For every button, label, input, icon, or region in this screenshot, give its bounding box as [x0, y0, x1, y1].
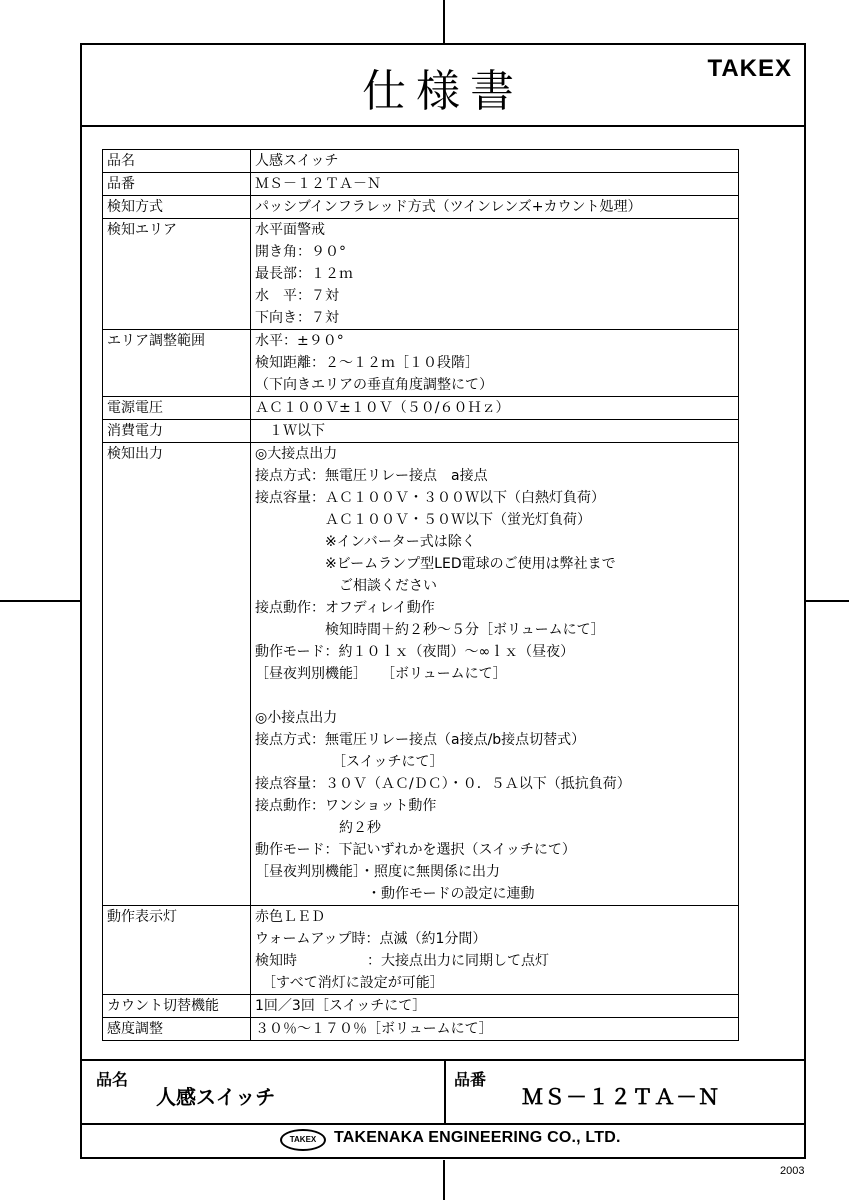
footer-name-label: 品名 — [96, 1070, 129, 1089]
spec-value-line: ※ビームランプ型LED電球のご使用は弊社まで — [255, 556, 616, 572]
spec-value-line: 接点容量：３０Ｖ（ＡＣ/ＤＣ）・０．５Ａ以下（抵抗負荷） — [255, 776, 631, 792]
spec-row — [103, 173, 739, 196]
spec-value-line: ご相談ください — [255, 578, 437, 594]
spec-value-line: 検知時 ：大接点出力に同期して点灯 — [255, 953, 549, 969]
spec-value-line: ［昼夜判別機能］・照度に無関係に出力 — [255, 864, 500, 880]
spec-value — [251, 397, 739, 420]
spec-value — [251, 906, 739, 995]
registration-mark-bottom — [443, 1160, 445, 1200]
spec-value-line: １Ｗ以下 — [255, 423, 325, 439]
spec-value-line: ＭＳ－１２ＴＡ－Ｎ — [255, 176, 381, 192]
spec-value-line: 検知距離：２～１２ｍ［１０段階］ — [255, 355, 479, 371]
spec-row — [103, 906, 739, 995]
spec-row — [103, 420, 739, 443]
spec-row — [103, 397, 739, 420]
registration-mark-right — [806, 600, 849, 602]
spec-value-line: 赤色ＬＥＤ — [255, 909, 325, 925]
spec-value-line: 水平面警戒 — [255, 222, 325, 238]
spec-row — [103, 219, 739, 330]
spec-value-line: ＡＣ１００Ｖ・５０Ｗ以下（蛍光灯負荷） — [255, 512, 591, 528]
spec-value-line: 接点方式：無電圧リレー接点（a接点/b接点切替式） — [255, 732, 586, 748]
document-title: 仕様書 — [362, 66, 524, 117]
spec-value-line: 接点容量：ＡＣ１００Ｖ・３００Ｗ以下（白熱灯負荷） — [255, 490, 605, 506]
footer-product-row — [82, 1059, 804, 1125]
spec-value-line: ・動作モードの設定に連動 — [255, 886, 535, 902]
spec-value-line: ウォームアップ時：点滅（約1分間） — [255, 931, 487, 947]
spec-value — [251, 995, 739, 1018]
title-row — [82, 45, 804, 127]
spec-value-line: 人感スイッチ — [255, 153, 339, 169]
document-code: 2003 — [780, 1165, 805, 1177]
spec-value — [251, 1018, 739, 1041]
spec-value — [251, 219, 739, 330]
spec-value-line: ［すべて消灯に設定が可能］ — [255, 975, 444, 991]
spec-value-line: 接点動作：ワンショット動作 — [255, 798, 437, 814]
spec-value — [251, 443, 739, 906]
spec-value-line: 水 平：７対 — [255, 288, 339, 304]
spec-value-line: ◎大接点出力 — [255, 446, 338, 462]
spec-row — [103, 1018, 739, 1041]
spec-value — [251, 420, 739, 443]
footer-number-value: ＭＳ－１２ＴＡ－Ｎ — [522, 1085, 720, 1109]
spec-value-line: 開き角：９０° — [255, 244, 346, 260]
spec-value-line: ３０％～１７０％［ボリュームにて］ — [255, 1021, 493, 1037]
spec-table — [102, 149, 739, 1041]
document-frame — [80, 43, 806, 1159]
spec-value-line: 検知時間＋約２秒～５分［ボリュームにて］ — [255, 622, 605, 638]
spec-label: 感度調整 — [103, 1018, 251, 1041]
spec-label: 検知エリア — [103, 219, 251, 330]
spec-label: 検知出力 — [103, 443, 251, 906]
spec-value — [251, 330, 739, 397]
footer-number-label: 品番 — [454, 1070, 487, 1089]
spec-value-line: 最長部：１２ｍ — [255, 266, 353, 282]
company-row — [82, 1123, 804, 1157]
spec-value-line — [255, 685, 738, 707]
spec-value — [251, 196, 739, 219]
spec-value — [251, 173, 739, 196]
spec-value-line: 約２秒 — [255, 820, 381, 836]
spec-row — [103, 443, 739, 906]
spec-row — [103, 330, 739, 397]
spec-label: 品番 — [103, 173, 251, 196]
spec-value-line: 接点動作：オフディレイ動作 — [255, 600, 435, 616]
spec-value-line: 動作モード：約１０ｌｘ（夜間）～∞ｌｘ（昼夜） — [255, 644, 575, 660]
footer-name-value: 人感スイッチ — [156, 1085, 276, 1109]
spec-label: 品名 — [103, 150, 251, 173]
spec-label: 検知方式 — [103, 196, 251, 219]
spec-value-line: ※インバーター式は除く — [255, 534, 476, 550]
spec-value — [251, 150, 739, 173]
spec-value-line: パッシブインフラレッド方式（ツインレンズ+カウント処理） — [255, 199, 642, 215]
brand-logo: TAKEX — [707, 55, 792, 82]
spec-row — [103, 150, 739, 173]
spec-value-line: 水平：±９０° — [255, 333, 344, 349]
company-logo: TAKEX — [280, 1129, 326, 1151]
spec-label: 消費電力 — [103, 420, 251, 443]
spec-label: 動作表示灯 — [103, 906, 251, 995]
spec-value-line: （下向きエリアの垂直角度調整にて） — [255, 377, 493, 393]
spec-value-line: ［昼夜判別機能］ ［ボリュームにて］ — [255, 666, 507, 682]
spec-label: カウント切替機能 — [103, 995, 251, 1018]
spec-value-line: 1回／3回［スイッチにて］ — [255, 998, 427, 1014]
spec-row — [103, 995, 739, 1018]
spec-label: 電源電圧 — [103, 397, 251, 420]
spec-label: エリア調整範囲 — [103, 330, 251, 397]
footer-divider — [444, 1061, 446, 1123]
spec-value-line: ［スイッチにて］ — [255, 754, 444, 770]
spec-value-line: ＡＣ１００Ｖ±１０Ｖ（５０/６０Ｈｚ） — [255, 400, 510, 416]
company-name: TAKENAKA ENGINEERING CO., LTD. — [334, 1129, 621, 1146]
spec-value-line: 下向き：７対 — [255, 310, 339, 326]
spec-value-line: 接点方式：無電圧リレー接点 a接点 — [255, 468, 488, 484]
spec-row — [103, 196, 739, 219]
registration-mark-left — [0, 600, 80, 602]
spec-value-line: 動作モード：下記いずれかを選択（スイッチにて） — [255, 842, 576, 858]
spec-value-line: ◎小接点出力 — [255, 710, 338, 726]
registration-mark-top — [443, 0, 445, 44]
